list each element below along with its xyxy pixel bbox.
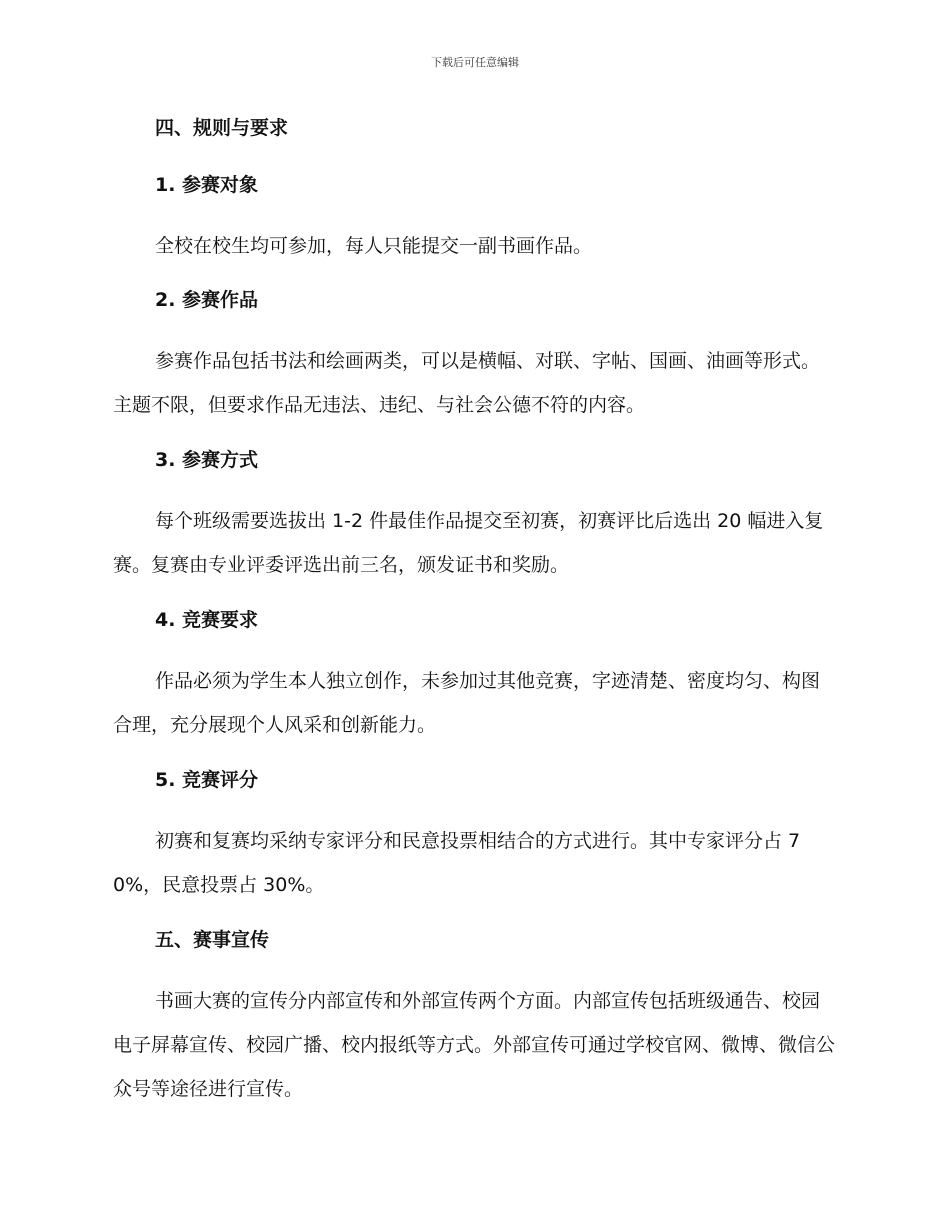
paragraph-method: 每个班级需要选拔出 1-2 件最佳作品提交至初赛，初赛评比后选出 20 幅进入复赛。复赛由专业评委评选出前三名，颁发证书和奖励。 [113, 510, 824, 576]
header-note: 下载后可任意编辑 [431, 56, 519, 69]
paragraph-requirements: 作品必须为学生本人独立创作，未参加过其他竞赛，字迹清楚、密度均匀、构图合理，充分展现个人风采和创新能力。 [113, 670, 821, 736]
section-heading-promotion: 五、赛事宣传 [155, 929, 270, 951]
section-heading-rules: 四、规则与要求 [155, 117, 289, 139]
paragraph-promotion: 书画大赛的宣传分内部宣传和外部宣传两个方面。内部宣传包括班级通告、校园电子屏幕宣传、校园广播、校内报纸等方式。外部宣传可通过学校官网、微博、微信公众号等途径进行宣传。 [113, 990, 836, 1100]
paragraph-scoring: 初赛和复赛均采纳专家评分和民意投票相结合的方式进行。其中专家评分占 70%，民意投票占 30%。 [113, 830, 801, 896]
subheading-scoring: 5. 竞赛评分 [155, 769, 259, 791]
subheading-requirements: 4. 竞赛要求 [155, 609, 259, 631]
subheading-method: 3. 参赛方式 [155, 449, 259, 471]
paragraph-works: 参赛作品包括书法和绘画两类，可以是横幅、对联、字帖、国画、油画等形式。主题不限，但要求作品无违法、违纪、与社会公德不符的内容。 [113, 350, 821, 416]
document-body [113, 110, 835, 1126]
subheading-participants: 1. 参赛对象 [155, 174, 259, 196]
paragraph-participants: 全校在校生均可参加，每人只能提交一副书画作品。 [155, 235, 593, 257]
subheading-works: 2. 参赛作品 [155, 289, 259, 311]
